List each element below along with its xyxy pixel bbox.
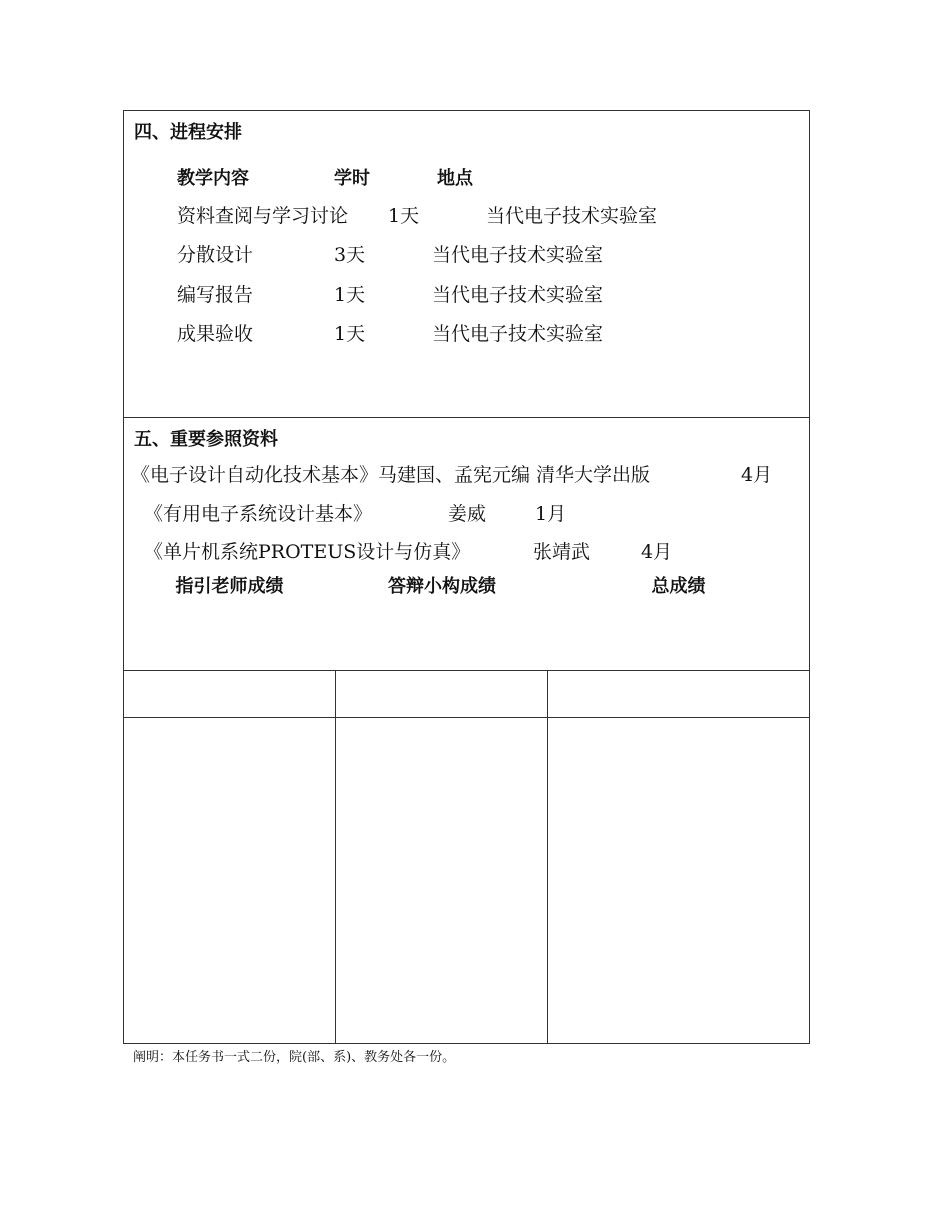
section5-title: 五、重要参照资料 [134,429,278,450]
reference-author: 姜威 [448,503,487,525]
schedule-row-hours: 1天 [388,205,420,227]
schedule-col-hours: 学时 [334,168,370,189]
section-divider [124,670,809,671]
schedule-row-content: 编写报告 [177,284,254,306]
schedule-row-hours: 1天 [334,323,366,345]
schedule-row-location: 当代电子技术实验室 [432,244,604,266]
schedule-row-content: 成果验收 [177,323,254,345]
defense-grade-header: 答辩小构成绩 [388,576,496,597]
advisor-grade-header: 指引老师成绩 [175,576,284,597]
footnote: 阐明：本任务书一式二份，院(部、系)、教务处各一份。 [133,1050,456,1065]
schedule-row-content: 分散设计 [177,244,254,266]
reference-month: 4月 [741,464,773,486]
schedule-row-hours: 1天 [334,284,366,306]
reference-title: 《有用电子系统设计基本》 [144,503,373,525]
reference-month: 1月 [535,503,567,525]
reference-title: 《电子设计自动化技术基本》马建国、孟宪元编 清华大学出版 [131,464,651,486]
schedule-row-location: 当代电子技术实验室 [432,323,604,345]
column-divider [335,671,336,1044]
column-divider [547,671,548,1044]
reference-title: 《单片机系统PROTEUS设计与仿真》 [144,541,471,563]
schedule-row-hours: 3天 [334,244,366,266]
grade-header-divider [124,717,809,718]
schedule-col-location: 地点 [437,168,473,189]
section-divider [124,417,809,418]
reference-author: 张靖武 [533,541,591,563]
total-grade-header: 总成绩 [651,576,706,597]
schedule-col-content: 教学内容 [177,168,249,189]
schedule-row-location: 当代电子技术实验室 [432,284,604,306]
reference-month: 4月 [641,541,673,563]
schedule-row-content: 资料查阅与学习讨论 [177,205,349,227]
schedule-row-location: 当代电子技术实验室 [486,205,658,227]
section4-title: 四、进程安排 [134,122,242,143]
